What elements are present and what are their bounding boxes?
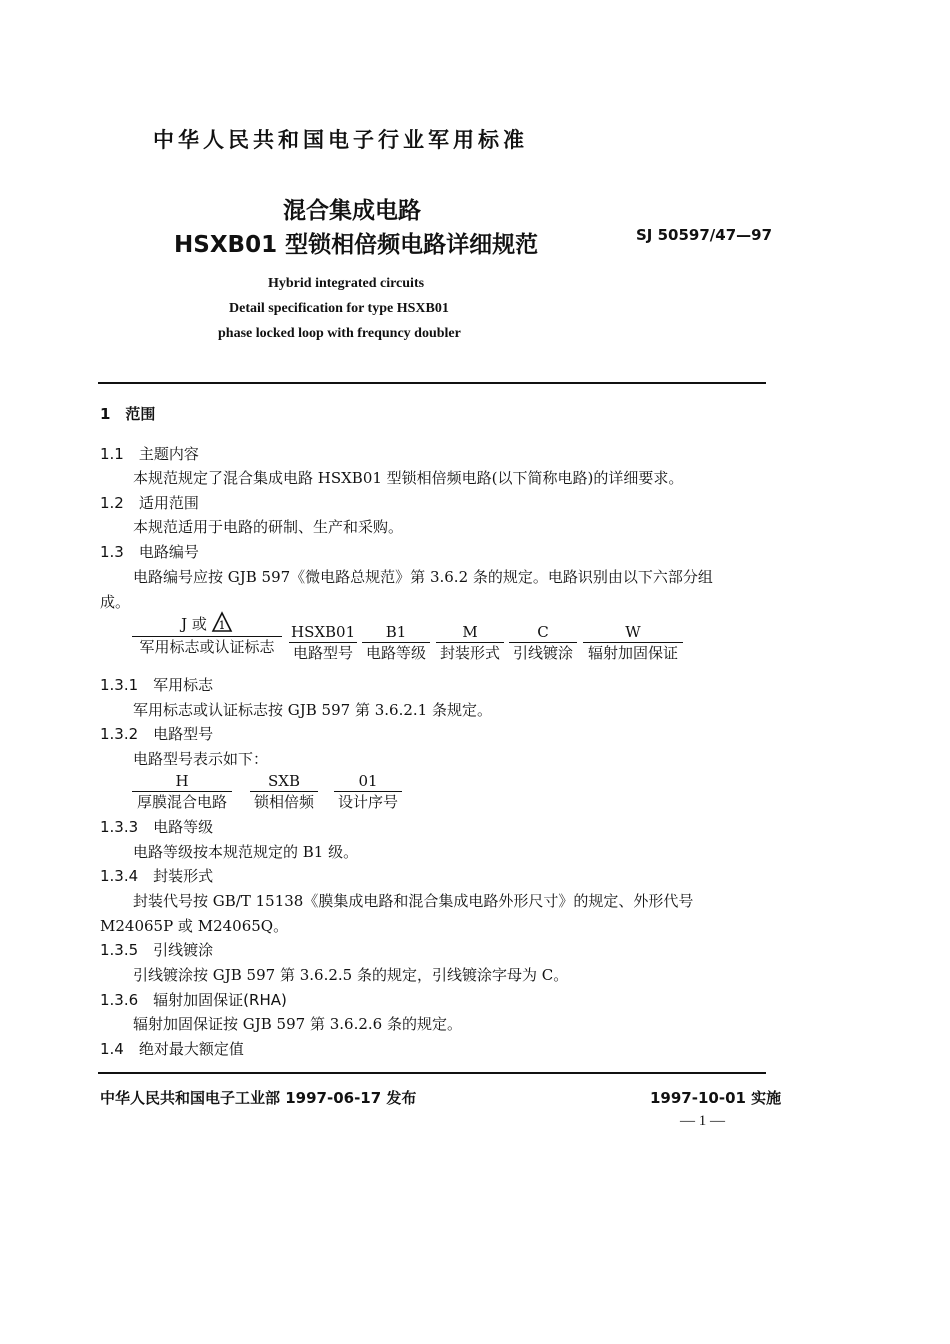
page-number: — 1 — [680, 1113, 725, 1129]
type-part-function: SXB 锁相倍频 [250, 772, 318, 812]
section-1-3-4-text-a: 封装代号按 GB/T 15138《膜集成电路和混合集成电路外形尺寸》的规定、外形代号 [133, 892, 694, 910]
org-title: 中华人民共和国电子行业军用标准 [153, 128, 528, 152]
std-number: SJ 50597/47—97 [636, 226, 773, 244]
title-cn-line1: 混合集成电路 [283, 198, 421, 224]
section-1-4-heading: 1.4 绝对最大额定值 [100, 1040, 244, 1058]
certification-triangle-digit: 1 [218, 619, 226, 632]
section-1-3-text-b: 成。 [100, 593, 131, 611]
section-1-heading: 1 范围 [100, 405, 156, 423]
title-en-line2: Detail specification for type HSXB01 [229, 301, 449, 316]
section-1-3-2-text: 电路型号表示如下： [133, 750, 269, 768]
id-mark-label: 军用标志或认证标志 [139, 638, 275, 656]
id-mark-cell [132, 611, 282, 657]
id-part-package: M 封装形式 [436, 623, 504, 663]
section-1-2-heading: 1.2 适用范围 [100, 494, 199, 512]
section-1-3-1-text: 军用标志或认证标志按 GJB 597 第 3.6.2.1 条规定。 [133, 701, 492, 719]
section-1-3-6-text: 辐射加固保证按 GJB 597 第 3.6.2.6 条的规定。 [133, 1015, 462, 1033]
title-cn-line2: HSXB01 型锁相倍频电路详细规范 [174, 232, 539, 258]
id-part-type: HSXB01 电路型号 [291, 623, 356, 662]
id-part-lead-finish: C 引线镀涂 [509, 623, 577, 663]
section-1-3-text-a: 电路编号应按 GJB 597《微电路总规范》第 3.6.2 条的规定。电路识别由以下六部分组 [133, 568, 713, 586]
section-1-3-5-heading: 1.3.5 引线镀涂 [100, 941, 214, 959]
footer-issuer: 中华人民共和国电子工业部 1997-06-17 发布 [100, 1089, 417, 1107]
title-en-line1: Hybrid integrated circuits [268, 276, 425, 291]
section-1-3-3-text: 电路等级按本规范规定的 B1 级。 [133, 843, 359, 861]
type-part-serial: 01 设计序号 [334, 772, 402, 812]
section-1-2-text: 本规范适用于电路的研制、生产和采购。 [133, 518, 404, 536]
id-part-grade: B1 电路等级 [362, 623, 430, 663]
section-1-3-heading: 1.3 电路编号 [100, 543, 199, 561]
section-1-3-4-text-b: M24065P 或 M24065Q。 [100, 917, 289, 935]
footer-effective: 1997-10-01 实施 [650, 1089, 782, 1107]
section-1-1-text: 本规范规定了混合集成电路 HSXB01 型锁相倍频电路(以下简称电路)的详细要求。 [133, 469, 684, 487]
header-divider [98, 382, 766, 384]
type-part-thick-film: H 厚膜混合电路 [132, 772, 232, 812]
footer-divider [98, 1072, 766, 1074]
section-1-3-4-heading: 1.3.4 封装形式 [100, 867, 214, 885]
title-en-line3: phase locked loop with frequncy doubler [218, 326, 461, 341]
id-part-rha: W 辐射加固保证 [583, 623, 683, 663]
id-mark-prefix: J 或 [181, 615, 207, 633]
section-1-1-heading: 1.1 主题内容 [100, 445, 199, 463]
section-1-3-3-heading: 1.3.3 电路等级 [100, 818, 214, 836]
section-1-3-5-text: 引线镀涂按 GJB 597 第 3.6.2.5 条的规定，引线镀涂字母为 C。 [133, 966, 569, 984]
certification-triangle-icon [211, 611, 233, 633]
section-1-3-2-heading: 1.3.2 电路型号 [100, 725, 214, 743]
section-1-3-6-heading: 1.3.6 辐射加固保证(RHA) [100, 991, 287, 1009]
section-1-3-1-heading: 1.3.1 军用标志 [100, 676, 214, 694]
